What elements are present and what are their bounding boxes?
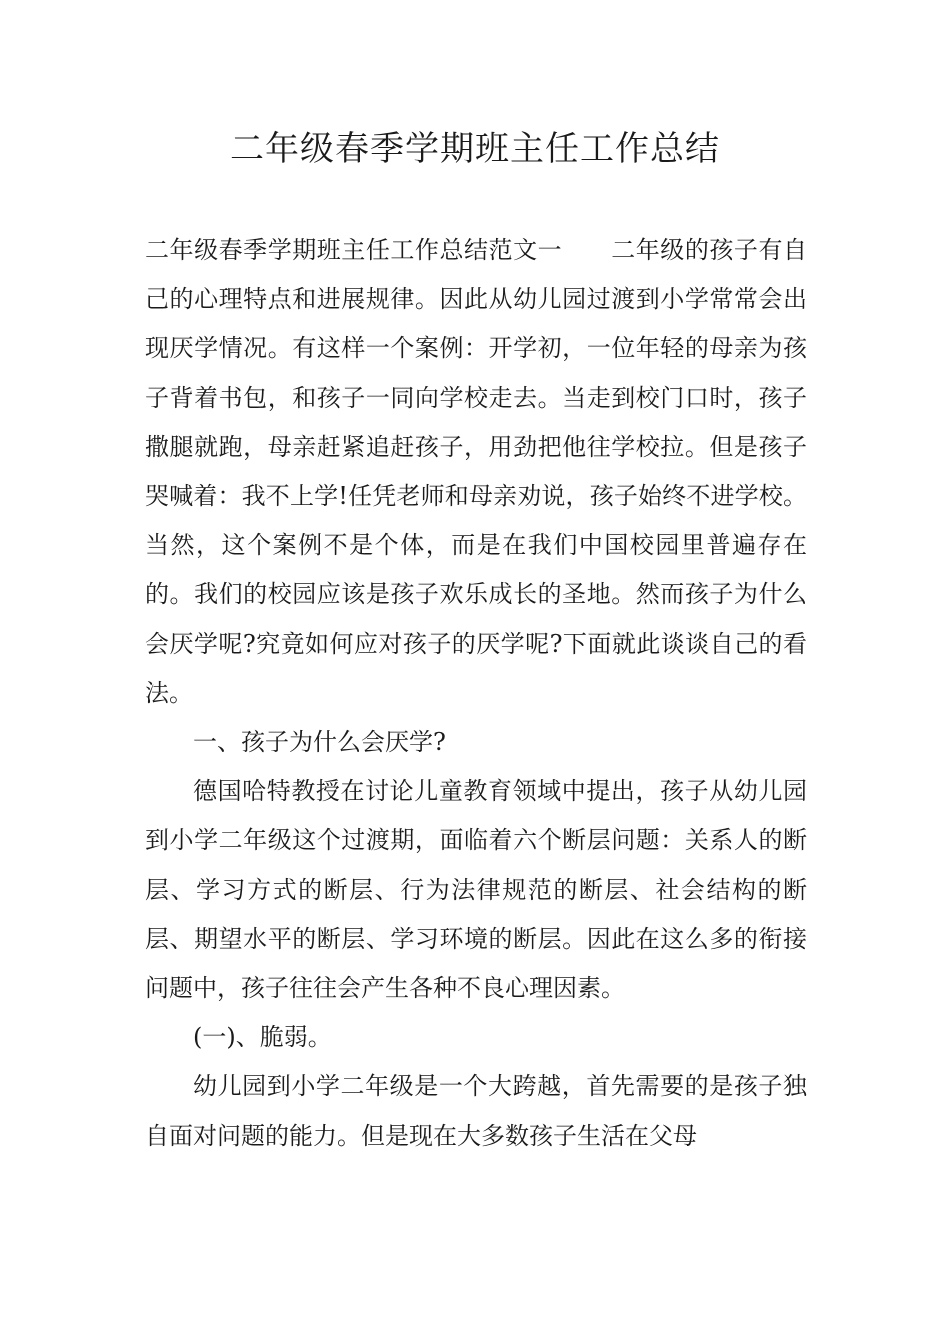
document-title: 二年级春季学期班主任工作总结: [230, 129, 720, 169]
section-heading-1: 一、孩子为什么会厌学?: [193, 728, 446, 757]
paragraph-hart: 德国哈特教授在讨论儿童教育领域中提出，孩子从幼儿园到小学二年级这个过渡期，面临着六个断层问题：关系人的断层、学习方式的断层、行为法律规范的断层、社会结构的断层、期望水平的断层、学习环境的断层。因此在这么多的衔接问题中，孩子往往会产生各种不良心理因素。: [145, 777, 807, 1003]
paragraph-intro: 二年级春季学期班主任工作总结范文一 二年级的孩子有自己的心理特点和进展规律。因此从幼儿园过渡到小学常常会出现厌学情况。有这样一个案例：开学初，一位年轻的母亲为孩子背着书包，和孩子一同向学校走去。当走到校门口时，孩子撒腿就跑，母亲赶紧追赶孩子，用劲把他往学校拉。但是孩子哭喊着：我不上学!任凭老师和母亲劝说，孩子始终不进学校。当然，这个案例不是个体，而是在我们中国校园里普遍存在的。我们的校园应该是孩子欢乐成长的圣地。然而孩子为什么会厌学呢?究竟如何应对孩子的厌学呢?下面就此谈谈自己的看法。: [145, 236, 807, 707]
document-body: [145, 226, 807, 1161]
paragraph-fragile: 幼儿园到小学二年级是一个大跨越，首先需要的是孩子独自面对问题的能力。但是现在大多数孩子生活在父母: [145, 1072, 807, 1150]
subsection-heading-fragile: (一)、脆弱。: [193, 1023, 332, 1052]
